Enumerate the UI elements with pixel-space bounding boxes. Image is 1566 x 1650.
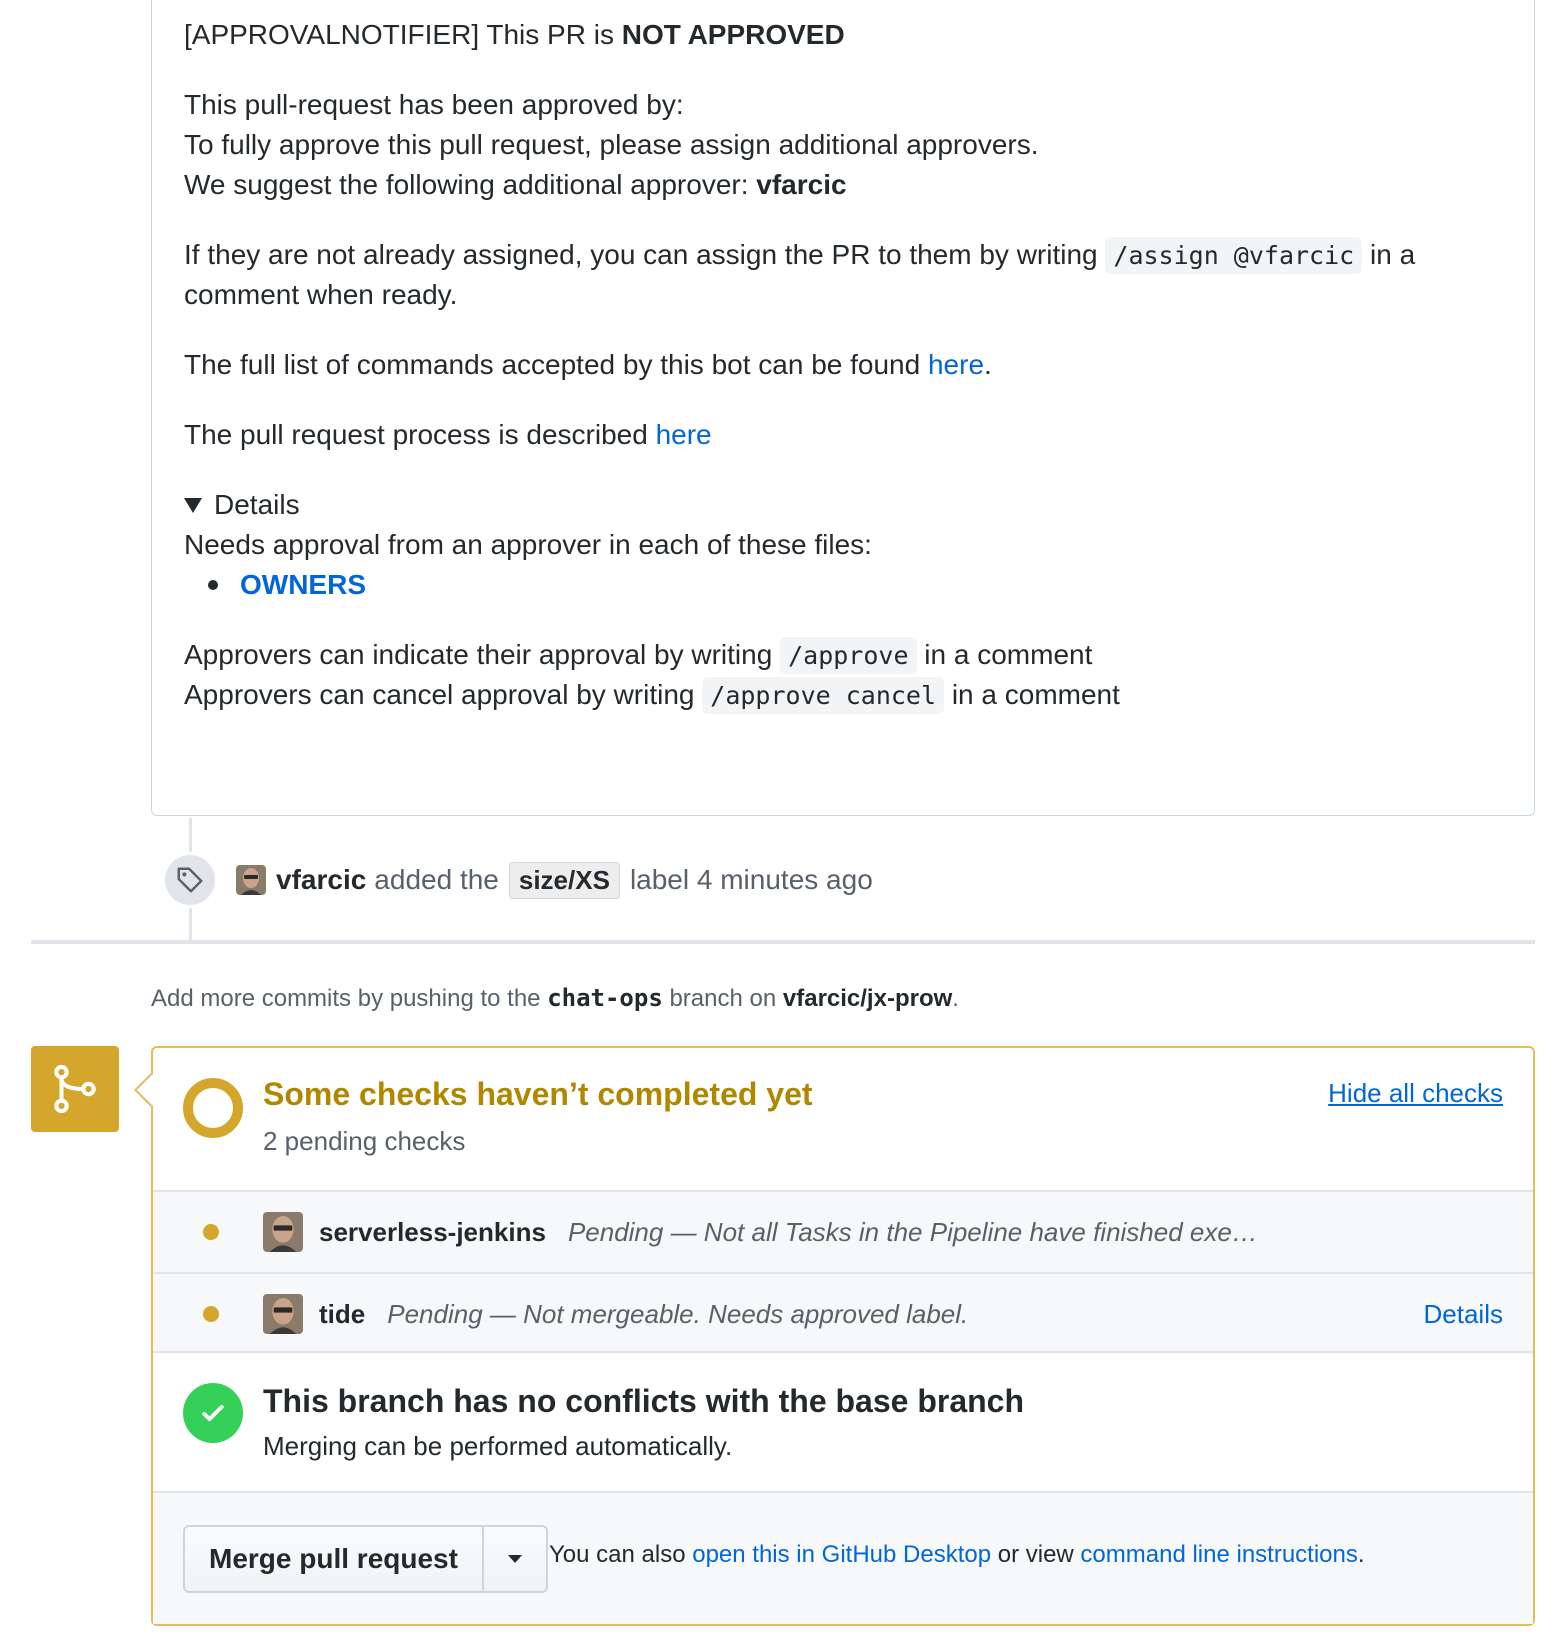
hide-all-checks-link[interactable]: Hide all checks [1328, 1078, 1503, 1108]
check-row [153, 1272, 1533, 1354]
suggest-line: We suggest the following additional approver: vfarcic [184, 169, 847, 200]
timeline-divider [31, 940, 1535, 944]
bullet-icon [208, 580, 218, 590]
pending-ring-icon [183, 1078, 243, 1138]
avatar[interactable] [236, 865, 266, 895]
label-event [162, 852, 873, 908]
command-line-instructions-link[interactable]: command line instructions [1080, 1541, 1358, 1568]
avatar [263, 1294, 303, 1334]
cancel-command-code: /approve cancel [702, 677, 944, 714]
approval-notifier-line: [APPROVALNOTIFIER] This PR is NOT APPROVED [184, 19, 845, 50]
merge-action-bar [153, 1491, 1533, 1624]
check-row [153, 1190, 1533, 1272]
conflict-subtitle: Merging can be performed automatically. [263, 1431, 733, 1461]
checks-status-title: Some checks haven’t completed yet [263, 1076, 813, 1112]
bot-comment-body [151, 0, 1535, 816]
commands-line: The full list of commands accepted by this bot can be found here. [184, 349, 992, 380]
assign-note-line: To fully approve this pull request, please assign additional approvers. [184, 129, 1039, 160]
push-note: Add more commits by pushing to the chat-ops branch on vfarcic/jx-prow. [151, 984, 959, 1012]
merge-alternatives-note: You can also open this in GitHub Desktop or view command line instructions. [549, 1541, 1365, 1568]
merge-pull-request-button[interactable]: Merge pull request [185, 1527, 484, 1591]
check-description: Pending — Not all Tasks in the Pipeline have finished exe… [567, 1216, 1258, 1247]
checks-status-header [153, 1048, 1533, 1190]
merge-branch-icon [48, 1062, 102, 1116]
check-name: serverless-jenkins [319, 1216, 546, 1247]
tag-icon [175, 865, 205, 895]
approved-by-line: This pull-request has been approved by: [184, 89, 684, 120]
size-label-badge[interactable]: size/XS [509, 862, 620, 899]
event-action-text: added the [374, 864, 499, 895]
github-desktop-link[interactable]: open this in GitHub Desktop [692, 1541, 992, 1568]
event-suffix-text: label 4 minutes ago [629, 864, 873, 895]
approval-status: NOT APPROVED [621, 19, 845, 50]
git-merge-icon [31, 1046, 119, 1132]
owners-list-item [184, 564, 1502, 606]
event-author-link[interactable]: vfarcic [276, 864, 367, 895]
merge-status-box [151, 1046, 1535, 1626]
checks-status-subtitle: 2 pending checks [263, 1126, 466, 1156]
process-here-link[interactable]: here [655, 419, 712, 450]
triangle-down-icon [184, 498, 202, 513]
needs-approval-line: Needs approval from an approver in each of these files: [184, 529, 872, 560]
merge-method-dropdown-button[interactable] [484, 1527, 546, 1591]
approve-instruction-line: Approvers can indicate their approval by writing /approve in a comment [184, 634, 1502, 677]
check-circle-icon [183, 1383, 243, 1443]
branch-name: chat-ops [547, 984, 663, 1012]
approve-command-code: /approve [780, 637, 916, 674]
assign-command-code: /assign @vfarcic [1105, 237, 1362, 274]
merge-button-group [183, 1525, 548, 1593]
check-name: tide [319, 1298, 366, 1329]
event-badge [162, 852, 218, 908]
suggested-approver: vfarcic [756, 169, 847, 200]
conflict-title: This branch has no conflicts with the base branch [263, 1383, 1025, 1419]
conflict-status [153, 1351, 1533, 1493]
checks-list [153, 1190, 1533, 1354]
commands-here-link[interactable]: here [927, 349, 985, 380]
pending-dot-icon [203, 1224, 219, 1240]
check-description: Pending — Not mergeable. Needs approved label. [387, 1298, 969, 1329]
repo-name: vfarcic/jx-prow [782, 985, 953, 1012]
pending-dot-icon [203, 1306, 219, 1322]
owners-link[interactable]: OWNERS [240, 569, 366, 600]
assign-instruction-line-2: comment when ready. [184, 279, 458, 310]
check-details-link[interactable]: Details [1423, 1298, 1503, 1329]
avatar [263, 1212, 303, 1252]
chevron-down-icon [508, 1555, 522, 1563]
details-summary-toggle[interactable]: Details [184, 484, 1502, 526]
cancel-instruction-line: Approvers can cancel approval by writing /approve cancel in a comment [184, 674, 1502, 717]
process-line: The pull request process is described here [184, 419, 712, 450]
assign-instruction-line: If they are not already assigned, you can assign the PR to them by writing /assign @vfarcic in a [184, 234, 1502, 277]
